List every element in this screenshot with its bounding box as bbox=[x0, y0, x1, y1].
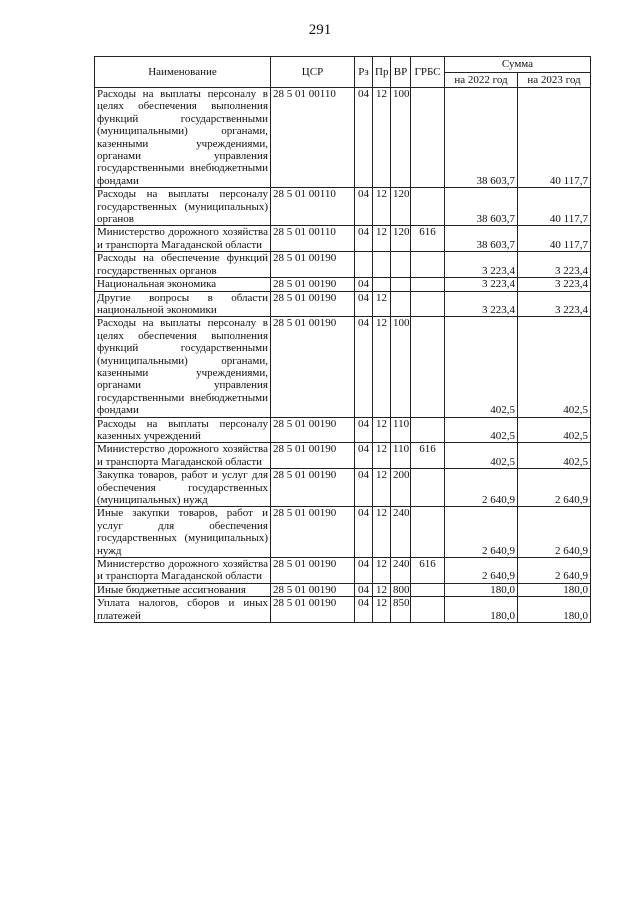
cell-rz: 04 bbox=[355, 317, 373, 417]
cell-sum-2023: 402,5 bbox=[518, 317, 591, 417]
table-row bbox=[95, 507, 591, 558]
cell-sum-2022: 3 223,4 bbox=[445, 291, 518, 317]
cell-rz: 04 bbox=[355, 583, 373, 596]
header-year-2023: на 2023 год bbox=[518, 73, 591, 88]
cell-grbs bbox=[411, 278, 445, 291]
cell-name: Министерство дорожного хозяйства и транспорта Магаданской области bbox=[95, 226, 271, 252]
table-row bbox=[95, 252, 591, 278]
cell-sum-2022: 38 603,7 bbox=[445, 188, 518, 226]
cell-name: Иные бюджетные ассигнования bbox=[95, 583, 271, 596]
cell-name: Расходы на выплаты персоналу государственных (муниципальных) органов bbox=[95, 188, 271, 226]
cell-csr: 28 5 01 00190 bbox=[271, 507, 355, 558]
table-row bbox=[95, 291, 591, 317]
table-row bbox=[95, 88, 591, 188]
table-row bbox=[95, 469, 591, 507]
cell-sum-2023: 40 117,7 bbox=[518, 188, 591, 226]
cell-sum-2022: 3 223,4 bbox=[445, 252, 518, 278]
cell-sum-2023: 402,5 bbox=[518, 443, 591, 469]
cell-name: Расходы на обеспечение функций государственных органов bbox=[95, 252, 271, 278]
cell-csr: 28 5 01 00110 bbox=[271, 88, 355, 188]
table-row bbox=[95, 226, 591, 252]
cell-vr: 850 bbox=[391, 597, 411, 623]
cell-grbs bbox=[411, 317, 445, 417]
cell-name: Другие вопросы в области национальной экономики bbox=[95, 291, 271, 317]
table-row bbox=[95, 443, 591, 469]
cell-grbs bbox=[411, 597, 445, 623]
cell-vr: 240 bbox=[391, 558, 411, 584]
cell-vr: 240 bbox=[391, 507, 411, 558]
cell-rz: 04 bbox=[355, 558, 373, 584]
budget-table bbox=[94, 56, 591, 623]
cell-rz: 04 bbox=[355, 417, 373, 443]
header-rz: Рз bbox=[355, 57, 373, 88]
cell-pr: 12 bbox=[373, 597, 391, 623]
header-vr: ВР bbox=[391, 57, 411, 88]
cell-name: Расходы на выплаты персоналу казенных учреждений bbox=[95, 417, 271, 443]
cell-name: Министерство дорожного хозяйства и транспорта Магаданской области bbox=[95, 558, 271, 584]
cell-name: Уплата налогов, сборов и иных платежей bbox=[95, 597, 271, 623]
table-row bbox=[95, 278, 591, 291]
cell-grbs bbox=[411, 252, 445, 278]
header-sum: Сумма bbox=[445, 57, 591, 73]
cell-grbs bbox=[411, 88, 445, 188]
table-row bbox=[95, 188, 591, 226]
cell-csr: 28 5 01 00190 bbox=[271, 597, 355, 623]
header-csr: ЦСР bbox=[271, 57, 355, 88]
cell-grbs bbox=[411, 507, 445, 558]
cell-rz: 04 bbox=[355, 88, 373, 188]
cell-pr: 12 bbox=[373, 226, 391, 252]
header-name: Наименование bbox=[95, 57, 271, 88]
cell-rz: 04 bbox=[355, 443, 373, 469]
cell-rz: 04 bbox=[355, 226, 373, 252]
cell-name: Расходы на выплаты персоналу в целях обеспечения выполнения функций государственными (муниципальными) органами, казенными учреждениями, органами управления государственными внебюджетными фондами bbox=[95, 88, 271, 188]
cell-sum-2023: 2 640,9 bbox=[518, 558, 591, 584]
cell-sum-2023: 180,0 bbox=[518, 597, 591, 623]
cell-sum-2022: 3 223,4 bbox=[445, 278, 518, 291]
cell-sum-2022: 2 640,9 bbox=[445, 507, 518, 558]
cell-rz: 04 bbox=[355, 469, 373, 507]
cell-grbs bbox=[411, 188, 445, 226]
cell-grbs: 616 bbox=[411, 226, 445, 252]
cell-name: Закупка товаров, работ и услуг для обеспечения государственных (муниципальных) нужд bbox=[95, 469, 271, 507]
cell-sum-2023: 2 640,9 bbox=[518, 507, 591, 558]
cell-csr: 28 5 01 00190 bbox=[271, 443, 355, 469]
page-number: 291 bbox=[308, 22, 332, 38]
cell-sum-2023: 3 223,4 bbox=[518, 252, 591, 278]
cell-sum-2022: 2 640,9 bbox=[445, 469, 518, 507]
cell-pr bbox=[373, 252, 391, 278]
cell-pr: 12 bbox=[373, 443, 391, 469]
cell-sum-2022: 402,5 bbox=[445, 317, 518, 417]
cell-vr: 120 bbox=[391, 226, 411, 252]
cell-csr: 28 5 01 00190 bbox=[271, 583, 355, 596]
cell-pr: 12 bbox=[373, 583, 391, 596]
cell-pr: 12 bbox=[373, 417, 391, 443]
cell-pr: 12 bbox=[373, 188, 391, 226]
cell-csr: 28 5 01 00190 bbox=[271, 469, 355, 507]
cell-sum-2022: 402,5 bbox=[445, 443, 518, 469]
table-row bbox=[95, 597, 591, 623]
cell-rz: 04 bbox=[355, 507, 373, 558]
cell-vr bbox=[391, 291, 411, 317]
cell-sum-2022: 180,0 bbox=[445, 583, 518, 596]
cell-rz: 04 bbox=[355, 278, 373, 291]
cell-sum-2022: 38 603,7 bbox=[445, 226, 518, 252]
cell-name: Расходы на выплаты персоналу в целях обеспечения выполнения функций государственными (муниципальными) органами, казенными учреждениями, органами управления государственными внебюджетными фондами bbox=[95, 317, 271, 417]
cell-grbs bbox=[411, 469, 445, 507]
cell-pr bbox=[373, 278, 391, 291]
header-pr: Пр bbox=[373, 57, 391, 88]
cell-pr: 12 bbox=[373, 317, 391, 417]
header-year-2022: на 2022 год bbox=[445, 73, 518, 88]
cell-sum-2022: 180,0 bbox=[445, 597, 518, 623]
cell-sum-2022: 402,5 bbox=[445, 417, 518, 443]
cell-csr: 28 5 01 00190 bbox=[271, 558, 355, 584]
cell-pr: 12 bbox=[373, 88, 391, 188]
cell-csr: 28 5 01 00190 bbox=[271, 252, 355, 278]
cell-vr: 200 bbox=[391, 469, 411, 507]
cell-csr: 28 5 01 00110 bbox=[271, 188, 355, 226]
table-row bbox=[95, 417, 591, 443]
cell-rz bbox=[355, 252, 373, 278]
cell-csr: 28 5 01 00190 bbox=[271, 417, 355, 443]
cell-sum-2023: 40 117,7 bbox=[518, 88, 591, 188]
cell-rz: 04 bbox=[355, 597, 373, 623]
cell-sum-2023: 40 117,7 bbox=[518, 226, 591, 252]
cell-name: Министерство дорожного хозяйства и транспорта Магаданской области bbox=[95, 443, 271, 469]
cell-name: Иные закупки товаров, работ и услуг для обеспечения государственных (муниципальных) нужд bbox=[95, 507, 271, 558]
cell-vr bbox=[391, 278, 411, 291]
cell-vr: 100 bbox=[391, 317, 411, 417]
cell-vr: 110 bbox=[391, 417, 411, 443]
cell-rz: 04 bbox=[355, 188, 373, 226]
cell-grbs bbox=[411, 291, 445, 317]
cell-pr: 12 bbox=[373, 291, 391, 317]
cell-name: Национальная экономика bbox=[95, 278, 271, 291]
cell-rz: 04 bbox=[355, 291, 373, 317]
cell-vr: 110 bbox=[391, 443, 411, 469]
table-row bbox=[95, 583, 591, 596]
cell-sum-2023: 180,0 bbox=[518, 583, 591, 596]
cell-sum-2023: 402,5 bbox=[518, 417, 591, 443]
cell-grbs bbox=[411, 583, 445, 596]
cell-pr: 12 bbox=[373, 507, 391, 558]
cell-sum-2023: 2 640,9 bbox=[518, 469, 591, 507]
table-row bbox=[95, 558, 591, 584]
cell-grbs: 616 bbox=[411, 443, 445, 469]
cell-sum-2023: 3 223,4 bbox=[518, 278, 591, 291]
cell-vr: 100 bbox=[391, 88, 411, 188]
cell-sum-2023: 3 223,4 bbox=[518, 291, 591, 317]
cell-sum-2022: 38 603,7 bbox=[445, 88, 518, 188]
table-row bbox=[95, 317, 591, 417]
cell-csr: 28 5 01 00110 bbox=[271, 226, 355, 252]
cell-csr: 28 5 01 00190 bbox=[271, 278, 355, 291]
cell-vr: 800 bbox=[391, 583, 411, 596]
cell-grbs: 616 bbox=[411, 558, 445, 584]
cell-csr: 28 5 01 00190 bbox=[271, 291, 355, 317]
cell-vr: 120 bbox=[391, 188, 411, 226]
cell-vr bbox=[391, 252, 411, 278]
cell-pr: 12 bbox=[373, 469, 391, 507]
cell-sum-2022: 2 640,9 bbox=[445, 558, 518, 584]
cell-pr: 12 bbox=[373, 558, 391, 584]
header-grbs: ГРБС bbox=[411, 57, 445, 88]
table-body bbox=[95, 88, 591, 623]
cell-csr: 28 5 01 00190 bbox=[271, 317, 355, 417]
cell-grbs bbox=[411, 417, 445, 443]
